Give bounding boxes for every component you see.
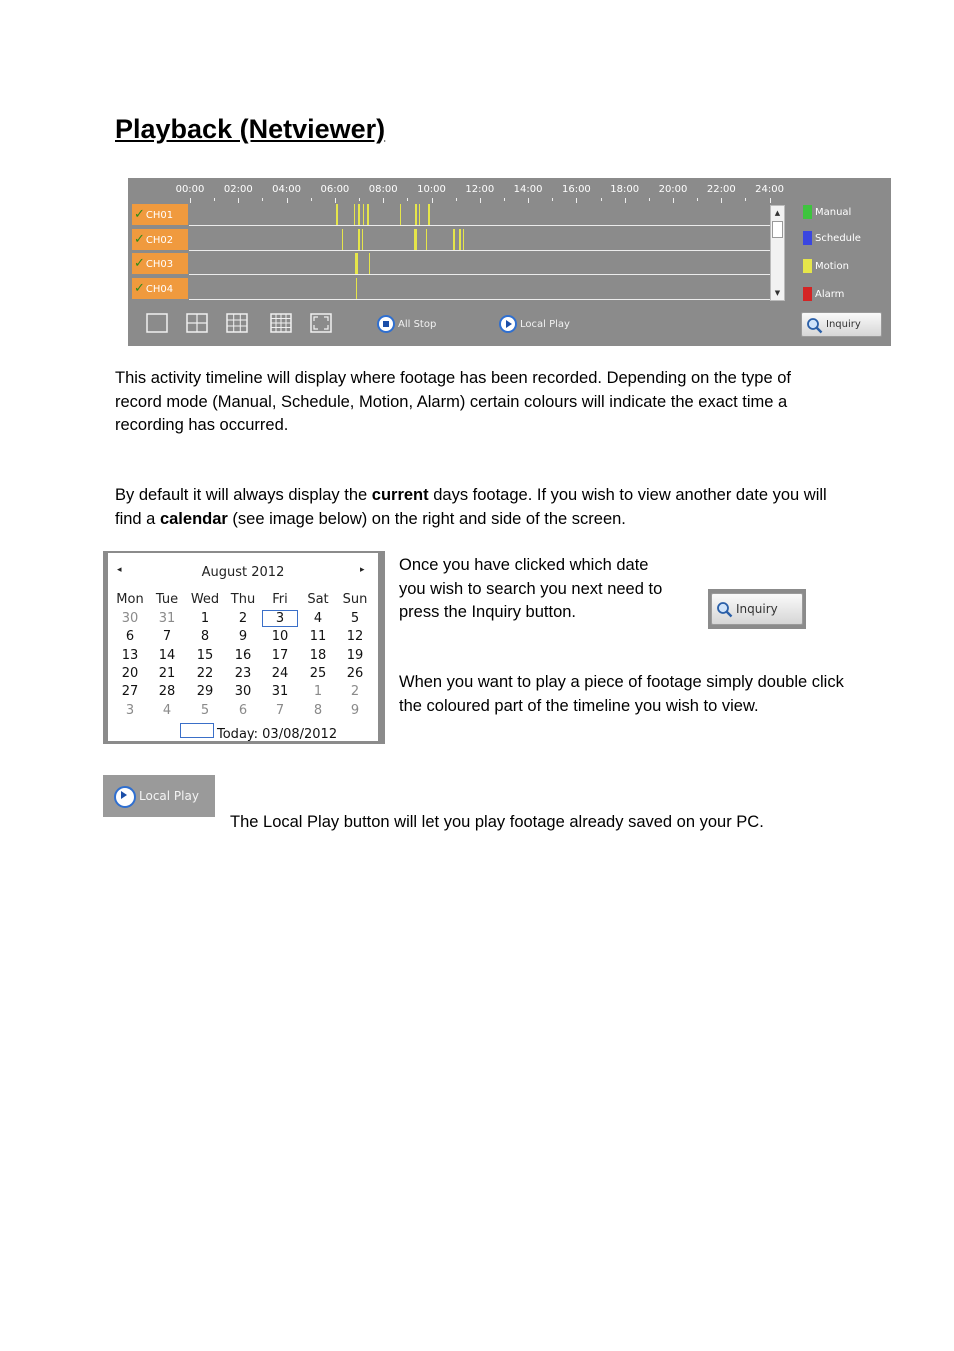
calendar-day[interactable]: 31: [158, 611, 176, 626]
local-play-description: The Local Play button will let you play footage already saved on your PC.: [230, 813, 764, 831]
calendar-day[interactable]: 9: [238, 629, 248, 645]
playback-instruction: When you want to play a piece of footage simply double click the coloured part of the timeline you wish to view.: [399, 673, 844, 715]
channel-row: [132, 203, 786, 226]
weekday-header: Wed: [190, 592, 220, 607]
motion-recording-segment[interactable]: [415, 204, 417, 225]
checkmark-icon[interactable]: ✓: [134, 231, 145, 247]
checkmark-icon[interactable]: ✓: [134, 280, 145, 296]
calendar-day[interactable]: 5: [200, 702, 210, 718]
weekday-header: Fri: [272, 592, 288, 607]
magnifier-icon: [806, 317, 823, 334]
calendar-day[interactable]: 29: [196, 684, 214, 700]
legend-swatch: [803, 205, 812, 219]
hour-tick-label: 16:00: [561, 184, 591, 195]
motion-recording-segment[interactable]: [355, 253, 358, 274]
magnifier-icon: [716, 601, 733, 618]
calendar-day[interactable]: 6: [125, 629, 135, 645]
calendar-day[interactable]: 30: [121, 611, 139, 626]
calendar-day[interactable]: 5: [350, 611, 360, 626]
weekday-header: Sun: [342, 592, 368, 607]
hour-tick-mark: [311, 198, 312, 201]
legend-swatch: [803, 287, 812, 301]
hour-tick-mark: [262, 198, 263, 201]
text-span: By default it will always display the: [115, 486, 372, 504]
inquiry-button[interactable]: [801, 312, 882, 337]
motion-recording-segment[interactable]: [342, 229, 343, 250]
calendar-day[interactable]: 24: [271, 665, 289, 681]
legend-swatch: [803, 231, 812, 245]
calendar-day[interactable]: 21: [158, 665, 176, 681]
calendar-day[interactable]: 8: [313, 702, 323, 718]
calendar-day[interactable]: 8: [200, 629, 210, 645]
legend-item: [803, 259, 849, 275]
playback-timeline-panel: [128, 178, 891, 346]
motion-recording-segment[interactable]: [358, 204, 360, 225]
bold-calendar: calendar: [159, 509, 228, 528]
calendar-day[interactable]: 23: [234, 665, 252, 681]
channel-name: CH03: [145, 259, 174, 270]
channel-row: [132, 228, 786, 251]
text-span: (see image below) on the right and side of the screen.: [227, 509, 626, 528]
calendar-day[interactable]: 2: [238, 611, 248, 626]
channel-name: CH02: [145, 234, 174, 246]
motion-recording-segment[interactable]: [363, 204, 364, 225]
calendar-widget: [103, 551, 385, 744]
hour-tick-label: 24:00: [755, 184, 784, 195]
hour-tick-mark: [649, 198, 650, 201]
calendar-day[interactable]: 28: [158, 684, 176, 700]
all-stop-label: All Stop: [398, 319, 437, 330]
inquiry-label: Inquiry: [826, 319, 861, 330]
calendar-day[interactable]: 30: [234, 684, 252, 700]
quad-view-layout-icon[interactable]: [186, 313, 208, 333]
motion-recording-segment[interactable]: [336, 204, 338, 225]
checkmark-icon[interactable]: ✓: [134, 256, 145, 271]
calendar-day[interactable]: 25: [309, 665, 327, 681]
calendar-day[interactable]: 27: [121, 684, 139, 700]
timeline-scrollbar[interactable]: [770, 205, 785, 301]
calendar-day[interactable]: 7: [275, 702, 285, 718]
hour-tick-mark: [504, 198, 505, 201]
calendar-day[interactable]: 22: [196, 665, 214, 681]
calendar-day[interactable]: 17: [271, 647, 289, 663]
sixteen-view-layout-icon[interactable]: [270, 313, 292, 333]
calendar-day[interactable]: 14: [158, 647, 176, 663]
calendar-day[interactable]: 31: [271, 684, 289, 700]
weekday-header: Sat: [307, 592, 329, 607]
hour-tick-label: 06:00: [320, 184, 350, 195]
timeline-toolbar: [128, 308, 891, 342]
motion-recording-segment[interactable]: [414, 229, 417, 250]
channel-row: [132, 252, 786, 275]
calendar-body: [108, 553, 378, 741]
today-marker: [180, 723, 214, 738]
channel-label[interactable]: [132, 278, 188, 299]
scroll-up-icon[interactable]: ▲: [774, 209, 781, 217]
channel-rows: [132, 203, 786, 301]
calendar-day[interactable]: 16: [234, 647, 252, 663]
local-play-label: Local Play: [520, 319, 570, 330]
legend-label: Manual: [815, 207, 852, 218]
inquiry-button-screenshot: [708, 589, 806, 629]
channel-label[interactable]: [132, 229, 188, 250]
local-play-screenshot: [103, 775, 215, 817]
hour-tick-label: 10:00: [417, 184, 446, 195]
legend-swatch: [803, 259, 812, 273]
inquiry-instruction: Once you have clicked which date you wish to search you next need to press the Inquiry button.: [399, 556, 663, 621]
hour-tick-label: 04:00: [272, 184, 301, 195]
motion-recording-segment[interactable]: [367, 204, 369, 225]
channel-name: CH01: [145, 210, 174, 221]
hour-tick-mark: [697, 198, 698, 201]
calendar-day[interactable]: 9: [350, 702, 360, 718]
weekday-header: Thu: [230, 592, 256, 607]
checkmark-icon[interactable]: ✓: [134, 207, 145, 222]
calendar-day[interactable]: 26: [346, 665, 364, 681]
stop-icon: [377, 315, 395, 333]
local-play-button[interactable]: [114, 785, 199, 808]
text-span: days footage. If you wish to view another date you will find a: [115, 486, 827, 528]
legend-item: [803, 205, 851, 221]
play-icon: [114, 786, 136, 808]
motion-recording-segment[interactable]: [426, 229, 427, 250]
calendar-day[interactable]: 7: [162, 629, 172, 645]
hour-tick-mark: [552, 198, 553, 201]
channel-track[interactable]: [189, 229, 771, 251]
legend-item: [803, 287, 844, 303]
bold-current: current: [371, 486, 429, 504]
channel-label[interactable]: [132, 204, 188, 225]
legend-label: Schedule: [815, 233, 861, 244]
calendar-day[interactable]: 13: [121, 647, 139, 663]
channel-track[interactable]: [189, 278, 771, 300]
motion-recording-segment[interactable]: [358, 229, 360, 250]
motion-recording-segment[interactable]: [453, 229, 455, 250]
hour-tick-label: 22:00: [706, 184, 736, 195]
hour-tick-label: 20:00: [658, 184, 688, 195]
play-icon: [499, 315, 517, 333]
hour-tick-mark: [214, 198, 215, 201]
motion-recording-segment[interactable]: [428, 204, 430, 225]
calendar-day[interactable]: 1: [313, 684, 323, 700]
motion-recording-segment[interactable]: [400, 204, 401, 225]
calendar-day[interactable]: 10: [271, 629, 289, 645]
channel-label[interactable]: [132, 253, 188, 274]
motion-recording-segment[interactable]: [354, 204, 355, 225]
motion-recording-segment[interactable]: [419, 204, 420, 225]
weekday-header: Tue: [155, 592, 179, 607]
single-view-layout-icon[interactable]: [146, 313, 168, 333]
channel-row: [132, 277, 786, 300]
motion-recording-segment[interactable]: [459, 229, 461, 250]
local-play-button[interactable]: [499, 315, 570, 334]
calendar-day[interactable]: 11: [309, 629, 327, 645]
all-stop-button[interactable]: [377, 315, 436, 334]
calendar-day[interactable]: 3: [275, 611, 285, 626]
next-month-icon[interactable]: ▸: [360, 565, 365, 575]
page-title: Playback (Netviewer): [115, 114, 386, 144]
local-play-label: Local Play: [139, 789, 199, 803]
hour-tick-label: 00:00: [175, 184, 205, 195]
channel-name: CH04: [145, 283, 174, 295]
calendar-day[interactable]: 18: [309, 647, 327, 663]
inquiry-button[interactable]: [711, 593, 803, 625]
weekday-header: Mon: [116, 592, 144, 607]
calendar-day[interactable]: 4: [162, 702, 172, 718]
scroll-down-icon[interactable]: ▼: [774, 289, 781, 297]
hour-tick-label: 02:00: [223, 184, 253, 195]
time-axis: [128, 178, 891, 202]
hour-tick-mark: [407, 198, 408, 201]
calendar-intro-paragraph: [115, 484, 830, 531]
hour-tick-label: 14:00: [513, 184, 543, 195]
legend-label: Alarm: [815, 289, 845, 300]
calendar-day[interactable]: 19: [346, 647, 364, 663]
prev-month-icon[interactable]: ◂: [117, 565, 122, 575]
motion-recording-segment[interactable]: [463, 229, 464, 250]
legend-item: [803, 231, 861, 247]
motion-recording-segment[interactable]: [356, 278, 357, 299]
inquiry-label: Inquiry: [736, 602, 778, 616]
calendar-month-title: August 2012: [201, 565, 285, 580]
calendar-day[interactable]: 2: [350, 684, 360, 700]
channel-track[interactable]: [189, 253, 771, 275]
calendar-day[interactable]: 3: [125, 702, 135, 718]
calendar-day[interactable]: 15: [196, 647, 214, 663]
calendar-day[interactable]: 6: [238, 702, 248, 718]
scroll-thumb[interactable]: [772, 221, 783, 238]
calendar-day[interactable]: 4: [313, 611, 323, 626]
timeline-description: This activity timeline will display where footage has been recorded. Depending on the type of record mode (Manual, Schedule, Motion, Alarm) certain colours will indicate the exact time a recording has occurred.: [115, 369, 791, 434]
nine-view-layout-icon[interactable]: [226, 313, 248, 333]
selected-day-marker: [262, 610, 298, 627]
legend-label: Motion: [815, 261, 849, 272]
hour-tick-mark: [359, 198, 360, 201]
calendar-day[interactable]: 20: [121, 665, 139, 681]
calendar-day[interactable]: 1: [200, 611, 210, 626]
hour-tick-mark: [745, 198, 746, 201]
motion-recording-segment[interactable]: [362, 229, 363, 250]
hour-tick-label: 08:00: [368, 184, 398, 195]
hour-tick-label: 18:00: [610, 184, 640, 195]
hour-tick-mark: [456, 198, 457, 201]
calendar-today-label[interactable]: Today: 03/08/2012: [217, 727, 338, 742]
hour-tick-label: 12:00: [465, 184, 495, 195]
channel-track[interactable]: [189, 204, 771, 226]
motion-recording-segment[interactable]: [369, 253, 370, 274]
fullscreen-icon[interactable]: [310, 313, 332, 333]
hour-tick-mark: [601, 198, 602, 201]
calendar-day[interactable]: 12: [346, 629, 364, 645]
